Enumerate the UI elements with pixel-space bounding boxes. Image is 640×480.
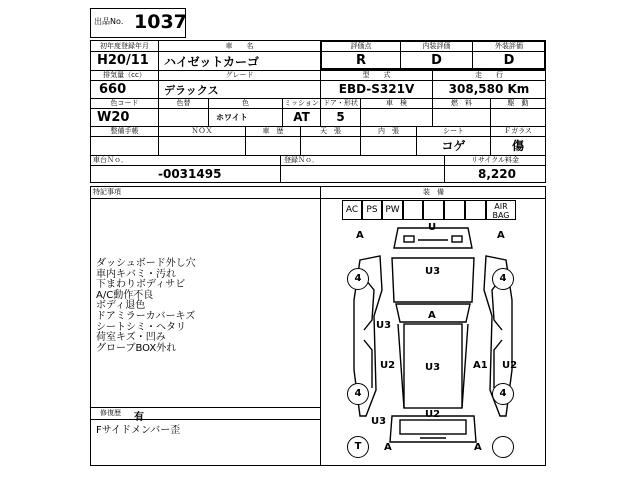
model-value: EBD-S321V	[338, 82, 415, 96]
equip-slot	[423, 200, 444, 220]
spare-tire: T	[347, 436, 369, 458]
score-label: 評価点	[350, 42, 372, 50]
notes-list	[96, 259, 196, 354]
equipment-label: 装 備	[423, 188, 444, 196]
f-glass-value: 傷	[511, 139, 524, 153]
tire-front-right: 4	[492, 268, 514, 290]
rear-circle	[492, 436, 514, 458]
transmission-label: ミッション	[284, 99, 319, 107]
seat-label: シート	[443, 127, 464, 135]
mark-right-a: A1	[473, 360, 488, 371]
equip-slot	[403, 200, 423, 220]
car-diagram	[320, 220, 546, 466]
f-glass-label: Ｆガラス	[504, 127, 532, 135]
equip-airbag-label: AIR BAG	[492, 202, 510, 220]
mark-left-front-door: U3	[376, 320, 392, 331]
lot-number: 1037	[134, 11, 187, 33]
recycle-value: 8,220	[478, 167, 516, 181]
exterior-label: 外装評価	[495, 42, 523, 50]
car-name-value: ハイゼットカーゴ	[164, 55, 260, 69]
mark-bonnet: U3	[425, 266, 441, 277]
seat-value: コゲ	[441, 139, 466, 153]
car-name-label: 車 名	[225, 42, 254, 50]
mileage-label: 走 行	[475, 71, 503, 79]
score-value: R	[355, 53, 366, 68]
note-line: 車内キバミ・汚れ	[96, 268, 176, 280]
interior-value: D	[431, 53, 442, 68]
reg-no-label: 登録Ｎｏ．	[284, 156, 319, 164]
fuel-label: 燃 料	[451, 99, 472, 107]
mark-rear-right: A	[474, 442, 482, 453]
note-line: グローブBOX外れ	[96, 342, 177, 354]
color-code-value: W20	[97, 110, 130, 125]
mark-rear-left: A	[384, 442, 392, 453]
tire-rear-left: 4	[347, 383, 369, 405]
recycle-label: リサイクル料金	[470, 156, 520, 164]
first-reg-value: H20/11	[97, 53, 149, 68]
mark-rear-u3: U3	[371, 416, 387, 427]
model-label: 型 式	[362, 71, 391, 79]
interior-trim-label: 内 張	[378, 127, 399, 135]
repair-value: 有	[134, 412, 144, 423]
grade-label: グレード	[225, 71, 254, 79]
chassis-label: 車台Ｎｏ．	[93, 156, 128, 164]
first-reg-label: 初年度登録年月	[100, 42, 149, 50]
grade-value: デラックス	[164, 84, 219, 97]
note-line: ボディ退色	[96, 300, 146, 312]
color-value: ホワイト	[216, 113, 248, 122]
repair-label: 修復歴	[100, 409, 121, 417]
color-code-label: 色コード	[110, 99, 139, 107]
chassis-value: -0031495	[158, 167, 222, 181]
manual-label: 整備手帳	[110, 127, 139, 135]
transmission-value: AT	[293, 110, 310, 124]
equip-airbag	[486, 200, 516, 220]
repair-detail: Fサイドメンバー歪	[96, 425, 181, 436]
mark-roof: U3	[425, 362, 441, 373]
mileage-value: 308,580 Km	[448, 82, 530, 96]
mark-left-rear: U2	[380, 360, 396, 371]
equip-ps: PS	[362, 200, 382, 220]
mark-front-left: A	[356, 230, 364, 241]
roof-label: 天 張	[320, 127, 341, 135]
mark-roof-front: A	[428, 310, 436, 321]
note-line: シートシミ・ヘタリ	[96, 321, 186, 333]
note-line: ドアミラーカバーキズ	[96, 310, 196, 322]
displacement-value: 660	[99, 82, 127, 97]
displacement-label: 排気量（cc）	[103, 71, 146, 79]
mark-top-front: U	[428, 222, 437, 233]
tire-front-left: 4	[347, 268, 369, 290]
equip-slot	[465, 200, 486, 220]
mark-right-rear: U2	[502, 360, 518, 371]
equip-ac: AC	[342, 200, 362, 220]
mark-rear-u2: U2	[425, 409, 441, 420]
note-line: ダッシュボード外し穴	[96, 258, 196, 269]
note-line: A/C動作不良	[96, 289, 154, 301]
color-label: 色	[242, 99, 249, 107]
equip-pw: PW	[382, 200, 403, 220]
note-line: 荷室キズ・凹み	[96, 332, 166, 344]
drive-label: 駆 動	[507, 99, 529, 107]
note-line: 下まわりボディサビ	[96, 279, 186, 291]
mark-front-right: A	[497, 230, 505, 241]
doors-value: 5	[336, 110, 345, 124]
notes-label: 特記事項	[93, 188, 121, 196]
color-type-label: 色替	[176, 99, 191, 107]
inspection-label: 車 検	[386, 99, 407, 107]
lot-label: 出品No．	[94, 17, 129, 26]
exterior-value: D	[503, 53, 515, 68]
doors-label: ドア・形状	[323, 99, 358, 107]
equip-slot	[444, 200, 465, 220]
interior-label: 内装評価	[422, 42, 451, 50]
history-label: 車 歴	[262, 127, 284, 135]
nox-label: ＮＯＸ	[191, 127, 213, 135]
tire-rear-right: 4	[492, 383, 514, 405]
